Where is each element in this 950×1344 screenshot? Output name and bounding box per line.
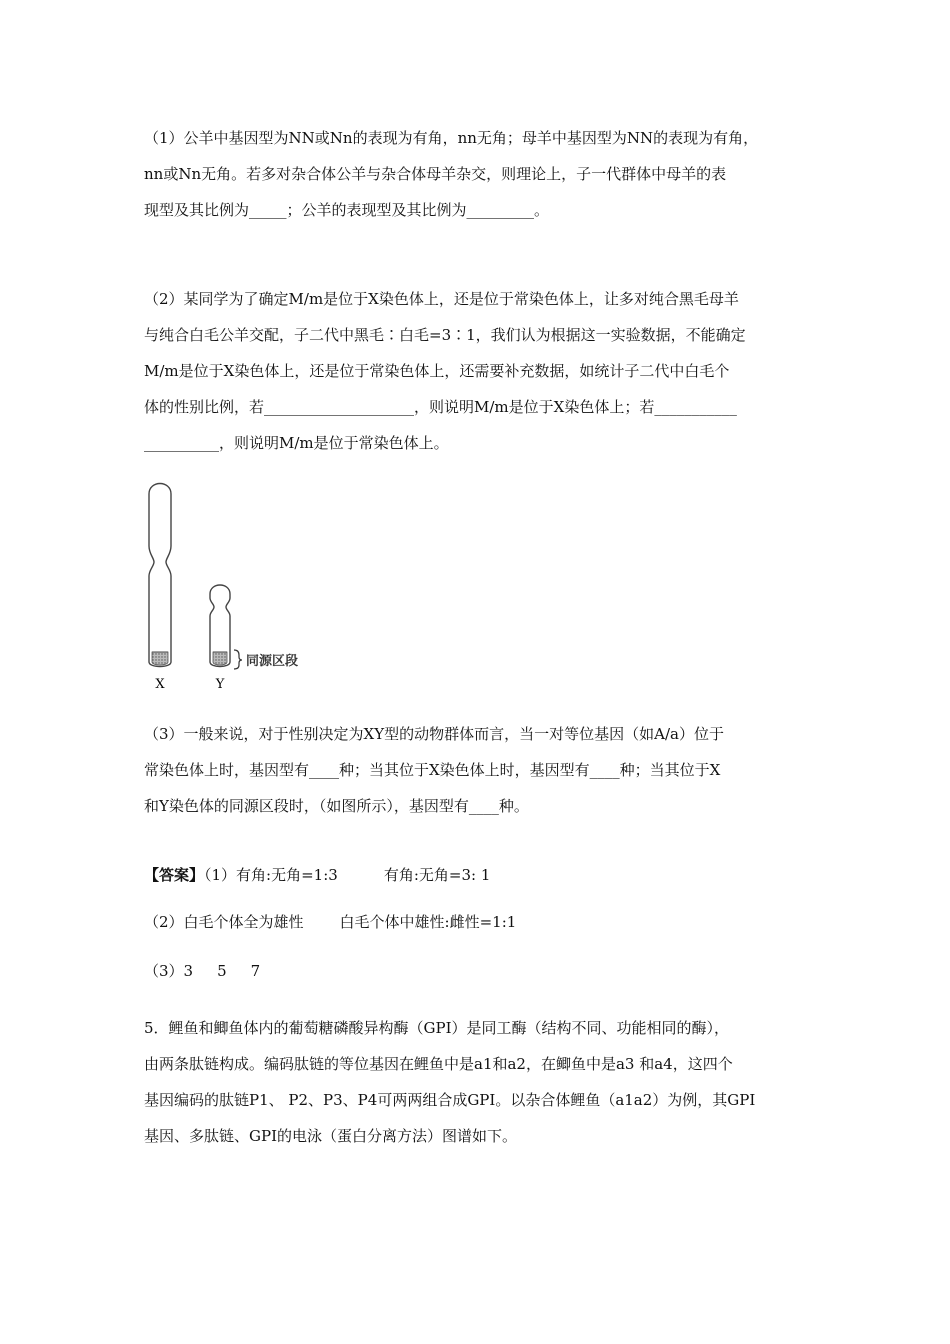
question-5-line-3: 基因编码的肽链P1、 P2、P3、P4可两两组合成GPI。以杂合体鲤鱼（a1a2）为例，其GPI (144, 1091, 756, 1109)
question-5-line-2: 由两条肽链构成。编码肽链的等位基因在鲤鱼中是a1和a2，在鲫鱼中是a3 和a4，这四个 (144, 1055, 733, 1073)
answer-1-part-2: 有角:无角=3: 1 (383, 866, 491, 884)
answer-2 (144, 904, 844, 940)
question-3-line-2: 常染色体上时，基因型有____种；当其位于X染色体上时，基因型有____种；当其位于X (144, 761, 721, 779)
y-label: Y (215, 677, 225, 691)
y-chromosome (210, 585, 230, 691)
x-chromosome (149, 484, 171, 692)
question-5-line-1: 5．鲤鱼和鲫鱼体内的葡萄糖磷酸异构酶（GPI）是同工酶（结构不同、功能相同的酶）， (144, 1019, 730, 1037)
answer-2-part-2: 白毛个体中雄性:雌性=1:1 (339, 913, 517, 931)
answer-1-part-1: （1）有角:无角=1:3 (204, 866, 338, 884)
question-2 (144, 281, 844, 461)
question-1-line-3: 现型及其比例为_____；公羊的表现型及其比例为_________。 (144, 201, 550, 219)
answer-1 (144, 857, 844, 893)
question-2-line-1: （2）某同学为了确定M/m是位于X染色体上，还是位于常染色体上，让多对纯合黑毛母羊 (144, 290, 739, 308)
question-3-line-1: （3）一般来说，对于性别决定为XY型的动物群体而言，当一对等位基因（如A/a）位于 (144, 725, 724, 743)
answer-3 (144, 953, 844, 989)
answer-tag: 【答案】 (144, 866, 205, 884)
question-2-line-5: __________，则说明M/m是位于常染色体上。 (144, 434, 449, 452)
question-2-line-4: 体的性别比例，若____________________，则说明M/m是位于X染色体上；若___________ (144, 398, 737, 416)
homologous-region-label: 同源区段 (246, 654, 299, 669)
question-1-line-1: （1）公羊中基因型为NN或Nn的表现为有角，nn无角；母羊中基因型为NN的表现为有角， (144, 129, 759, 147)
question-3 (144, 716, 844, 824)
question-1-line-2: nn或Nn无角。若多对杂合体公羊与杂合体母羊杂交，则理论上，子一代群体中母羊的表 (144, 165, 727, 183)
question-3-line-3: 和Y染色体的同源区段时，（如图所示），基因型有____种。 (144, 797, 529, 815)
question-5-line-4: 基因、多肽链、GPI的电泳（蛋白分离方法）图谱如下。 (144, 1127, 518, 1145)
chromosome-diagram (140, 476, 340, 691)
answer-2-part-1: （2）白毛个体全为雄性 (144, 913, 304, 931)
answer-3-prefix: （3） (144, 962, 184, 980)
question-5 (144, 1010, 844, 1154)
answer-3-value-2: 5 (217, 962, 227, 980)
answer-3-value-1: 3 (183, 962, 194, 980)
chromosome-figure (140, 476, 340, 691)
question-2-line-2: 与纯合白毛公羊交配，子二代中黑毛∶白毛=3∶1，我们认为根据这一实验数据，不能确定 (144, 326, 746, 344)
bracket-icon (234, 650, 242, 669)
answer-3-value-3: 7 (250, 962, 261, 980)
x-label: X (155, 677, 165, 691)
question-2-line-3: M/m是位于X染色体上，还是位于常染色体上，还需要补充数据，如统计子二代中白毛个 (144, 362, 730, 380)
question-1 (144, 120, 844, 228)
